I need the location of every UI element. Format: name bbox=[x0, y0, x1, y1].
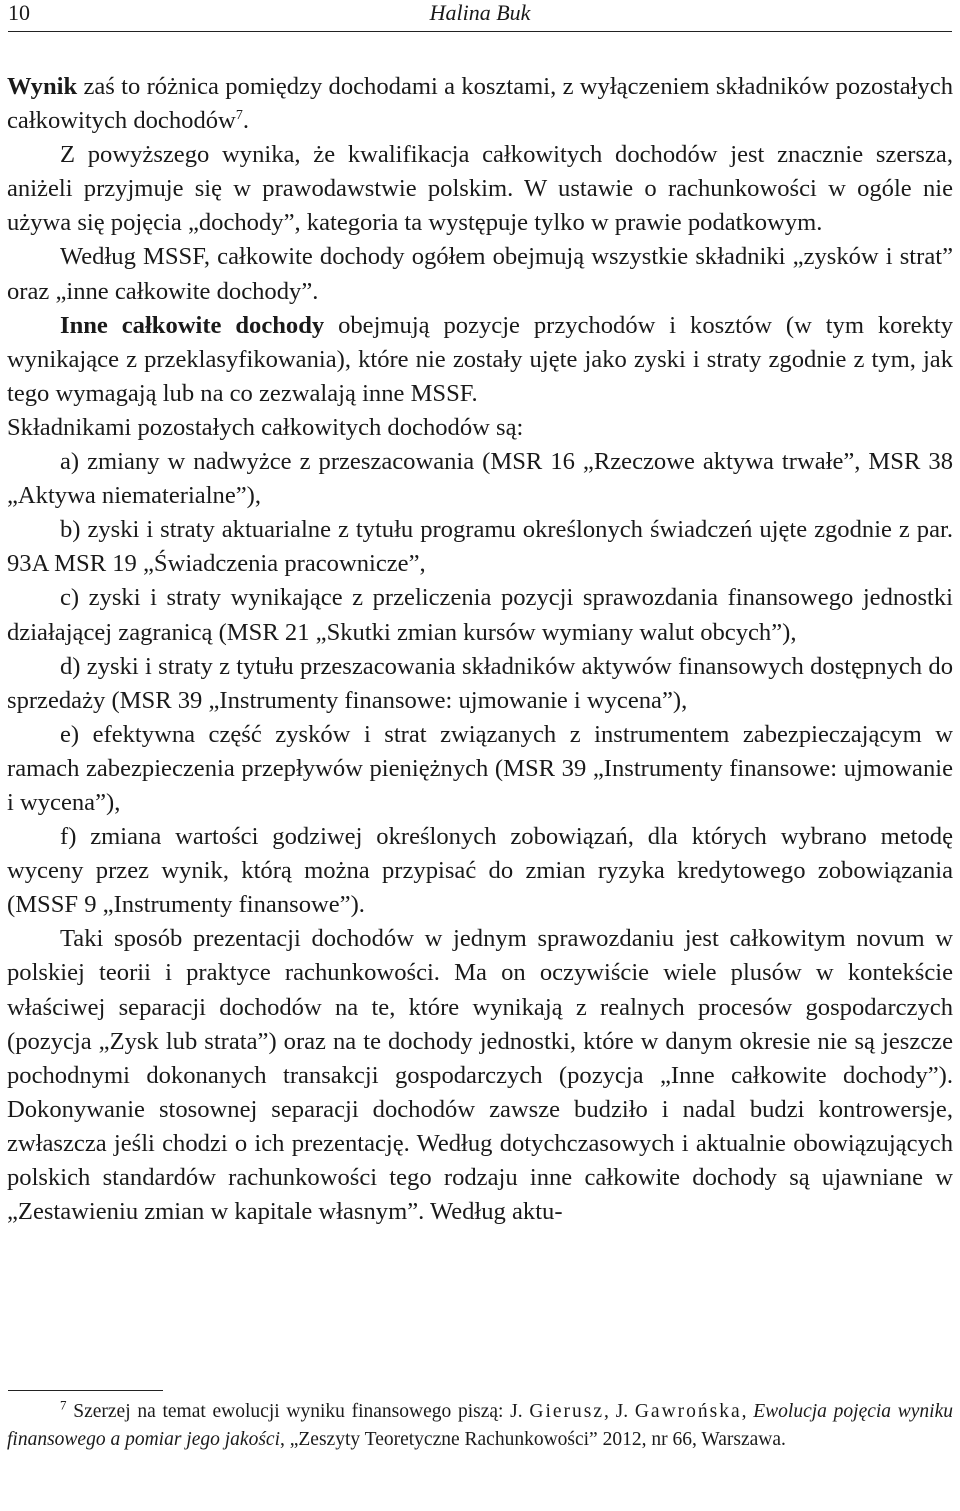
list-item: a) zmiany w nadwyżce z przeszacowania (MSR 16 „Rzeczowe aktywa trwałe”, MSR 38 „Aktywa niematerialne”), bbox=[7, 448, 953, 510]
list-item: e) efektywna część zysków i strat związanych z instrumentem zabezpieczającym w ramach zabezpieczenia przepływów pieniężnych (MSR 39 „Instrumenty finansowe: ujmowanie i wycena”), bbox=[7, 720, 953, 816]
list-item: b) zyski i straty aktuarialne z tytułu programu określonych świadczeń ujęte zgodnie z par. 93A MSR 19 „Świadczenia pracownicze”, bbox=[7, 516, 953, 578]
footnote-author: Gierusz bbox=[529, 1401, 605, 1422]
page-number: 10 bbox=[8, 0, 30, 25]
body-text bbox=[7, 70, 953, 1229]
footnote-number: 7 bbox=[60, 1397, 67, 1413]
paragraph-components-intro: Składnikami pozostałych całkowitych dochodów są: bbox=[7, 413, 524, 441]
footnote-author: Gawrońska bbox=[634, 1401, 742, 1422]
list-item: c) zyski i straty wynikające z przeliczenia pozycji sprawozdania finansowego jednostki działającej zagranicą (MSR 21 „Skutki zmian kursów wymiany walut obcych”), bbox=[7, 584, 953, 646]
footnote-work-title: Ewolucja pojęcia wyniku finansowego a pomiar jego jakości bbox=[7, 1401, 954, 1450]
footnote-text: $^7$ Szerzej na temat ewolucji wyniku finansowego piszą: J. Gierusz, J. Gawrońska, Ewolucja pojęcia wyniku finansowego a pomiar jego jakości, „Zeszyty Teoretyczne Rachunkowości” 2012, nr 66, Warszawa. bbox=[7, 1397, 954, 1450]
list-item: d) zyski i straty z tytułu przeszacowania składników aktywów finansowych dostępnych do sprzedaży (MSR 39 „Instrumenty finansowe: ujmowanie i wycena”), bbox=[7, 652, 953, 714]
footnote-separator bbox=[8, 1390, 163, 1391]
paragraph-result-definition: Wynik zaś to różnica pomiędzy dochodami a kosztami, z wyłączeniem składników pozostałych całkowitych dochodów$^7$. bbox=[7, 73, 953, 135]
paragraph-scope: Z powyższego wynika, że kwalifikacja całkowitych dochodów jest znacznie szersza, aniżeli przyjmuje się w prawodawstwie polskim. W ustawie o rachunkowości w ogóle nie używa się pojęcia „dochody”, kategoria ta występuje tylko w prawie podatkowym. bbox=[7, 141, 953, 237]
list-item: f) zmiana wartości godziwej określonych zobowiązań, dla których wybrano metodę wyceny przez wynik, którą można przypisać do zmian ryzyka kredytowego zobowiązania (MSSF 9 „Instrumenty finansowe”). bbox=[7, 823, 953, 919]
footnote-7 bbox=[7, 1398, 953, 1453]
term-result: Wynik bbox=[7, 73, 78, 100]
footnote-ref-7[interactable]: 7 bbox=[235, 107, 243, 123]
paragraph-presentation: Taki sposób prezentacji dochodów w jednym sprawozdaniu jest całkowitym novum w polskiej teorii i praktyce rachunkowości. Ma on oczywiście wiele plusów w kontekście właściwej separacji dochodów na te, które wynikają z realnych procesów gospodarczych (pozycja „Zysk lub strata”) oraz na te dochody jednostki, które w danym okresie nie są jeszcze pochodnymi dokonanych transakcji gospodarczych (pozycja „Inne całkowite dochody”). Dokonywanie stosownej separacji dochodów zawsze budziło i nadal budzi kontrowersje, zwłaszcza jeśli chodzi o ich prezentację. Według dotychczasowych i aktualnie obowiązujących polskich standardów rachunkowości tego rodzaju inne całkowite dochody są ujawniane w „Zestawieniu zmian w kapitale własnym”. Według aktu- bbox=[7, 925, 953, 1226]
term-oci: Inne całkowite dochody bbox=[60, 311, 325, 339]
paragraph-mssf: Według MSSF, całkowite dochody ogółem obejmują wszystkie składniki „zysków i strat” oraz „inne całkowite dochody”. bbox=[7, 243, 953, 305]
running-header bbox=[8, 0, 952, 32]
paragraph-oci-definition: Inne całkowite dochody obejmują pozycje przychodów i kosztów (w tym korekty wynikające z przeklasyfikowania), które nie zostały ujęte jako zyski i straty zgodnie z tym, jak tego wymagają lub na co zezwalają inne MSSF. bbox=[7, 311, 953, 407]
running-header-author: Halina Buk bbox=[429, 0, 531, 25]
